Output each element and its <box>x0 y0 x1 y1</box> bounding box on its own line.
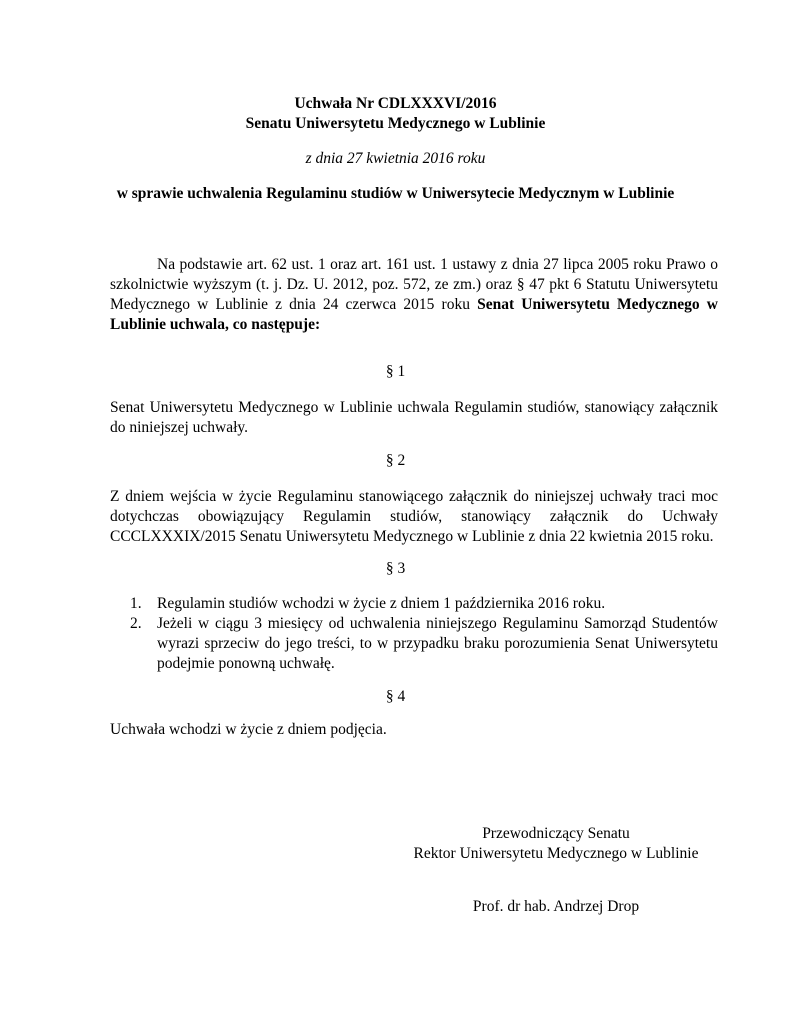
section-text-1: Senat Uniwersytetu Medycznego w Lublinie uchwala Regulamin studiów, stanowiący załącznik do niniejszej uchwały. <box>110 399 718 436</box>
list-item <box>130 594 718 614</box>
signature-role-2: Rektor Uniwersytetu Medycznego w Lublinie <box>413 845 699 862</box>
list-item-text: Regulamin studiów wchodzi w życie z dniem 1 października 2016 roku. <box>157 595 606 612</box>
resolution-subject: w sprawie uchwalenia Regulaminu studiów w Uniwersytecie Medycznym w Lublinie <box>116 185 675 202</box>
signature-role-1: Przewodniczący Senatu <box>482 825 630 842</box>
preamble-paragraph <box>110 255 718 335</box>
signature-name: Prof. dr hab. Andrzej Drop <box>472 898 640 915</box>
list-item <box>130 614 718 674</box>
section-heading-3: § 3 <box>385 560 406 577</box>
section-text-2: Z dniem wejścia w życie Regulaminu stanowiącego załącznik do niniejszej uchwały traci moc dotychczas obowiązujący Regulamin studiów, stanowiący załącznik do Uchwały CCCLXXXIX/2015 Senatu Uniwersytetu Medycznego w Lublinie z dnia 22 kwietnia 2015 roku. <box>110 488 718 545</box>
section-heading-4: § 4 <box>385 688 406 705</box>
list-item-text: Jeżeli w ciągu 3 miesięcy od uchwalenia niniejszego Regulaminu Samorząd Studentów wyrazi sprzeciw do jego treści, to w przypadku braku porozumienia Senat Uniwersytetu podejmie ponowną uchwałę. <box>157 615 718 672</box>
section-heading-2: § 2 <box>385 452 406 469</box>
list-item-number: 2. <box>130 615 142 632</box>
senate-name: Senatu Uniwersytetu Medycznego w Lublinie <box>245 115 546 132</box>
resolution-title: Uchwała Nr CDLXXXVI/2016 <box>294 95 497 112</box>
resolution-date: z dnia 27 kwietnia 2016 roku <box>305 150 486 167</box>
preamble-bold-text: Senat Uniwersytetu Medycznego w Lublinie uchwala, co następuje: <box>110 296 718 333</box>
section-heading-1: § 1 <box>385 363 406 380</box>
preamble-text: Na podstawie art. 62 ust. 1 oraz art. 161 ust. 1 ustawy z dnia 27 lipca 2005 roku Prawo o szkolnictwie wyższym (t. j. Dz. U. 2012, poz. 572, ze zm.) oraz § 47 pkt 6 Statutu Uniwersytetu Medycznego w Lublinie z dnia 24 czerwca 2015 roku <box>110 256 718 313</box>
section-text-4: Uchwała wchodzi w życie z dniem podjęcia. <box>110 721 387 738</box>
section-list-3 <box>130 594 718 674</box>
list-item-number: 1. <box>130 595 142 612</box>
